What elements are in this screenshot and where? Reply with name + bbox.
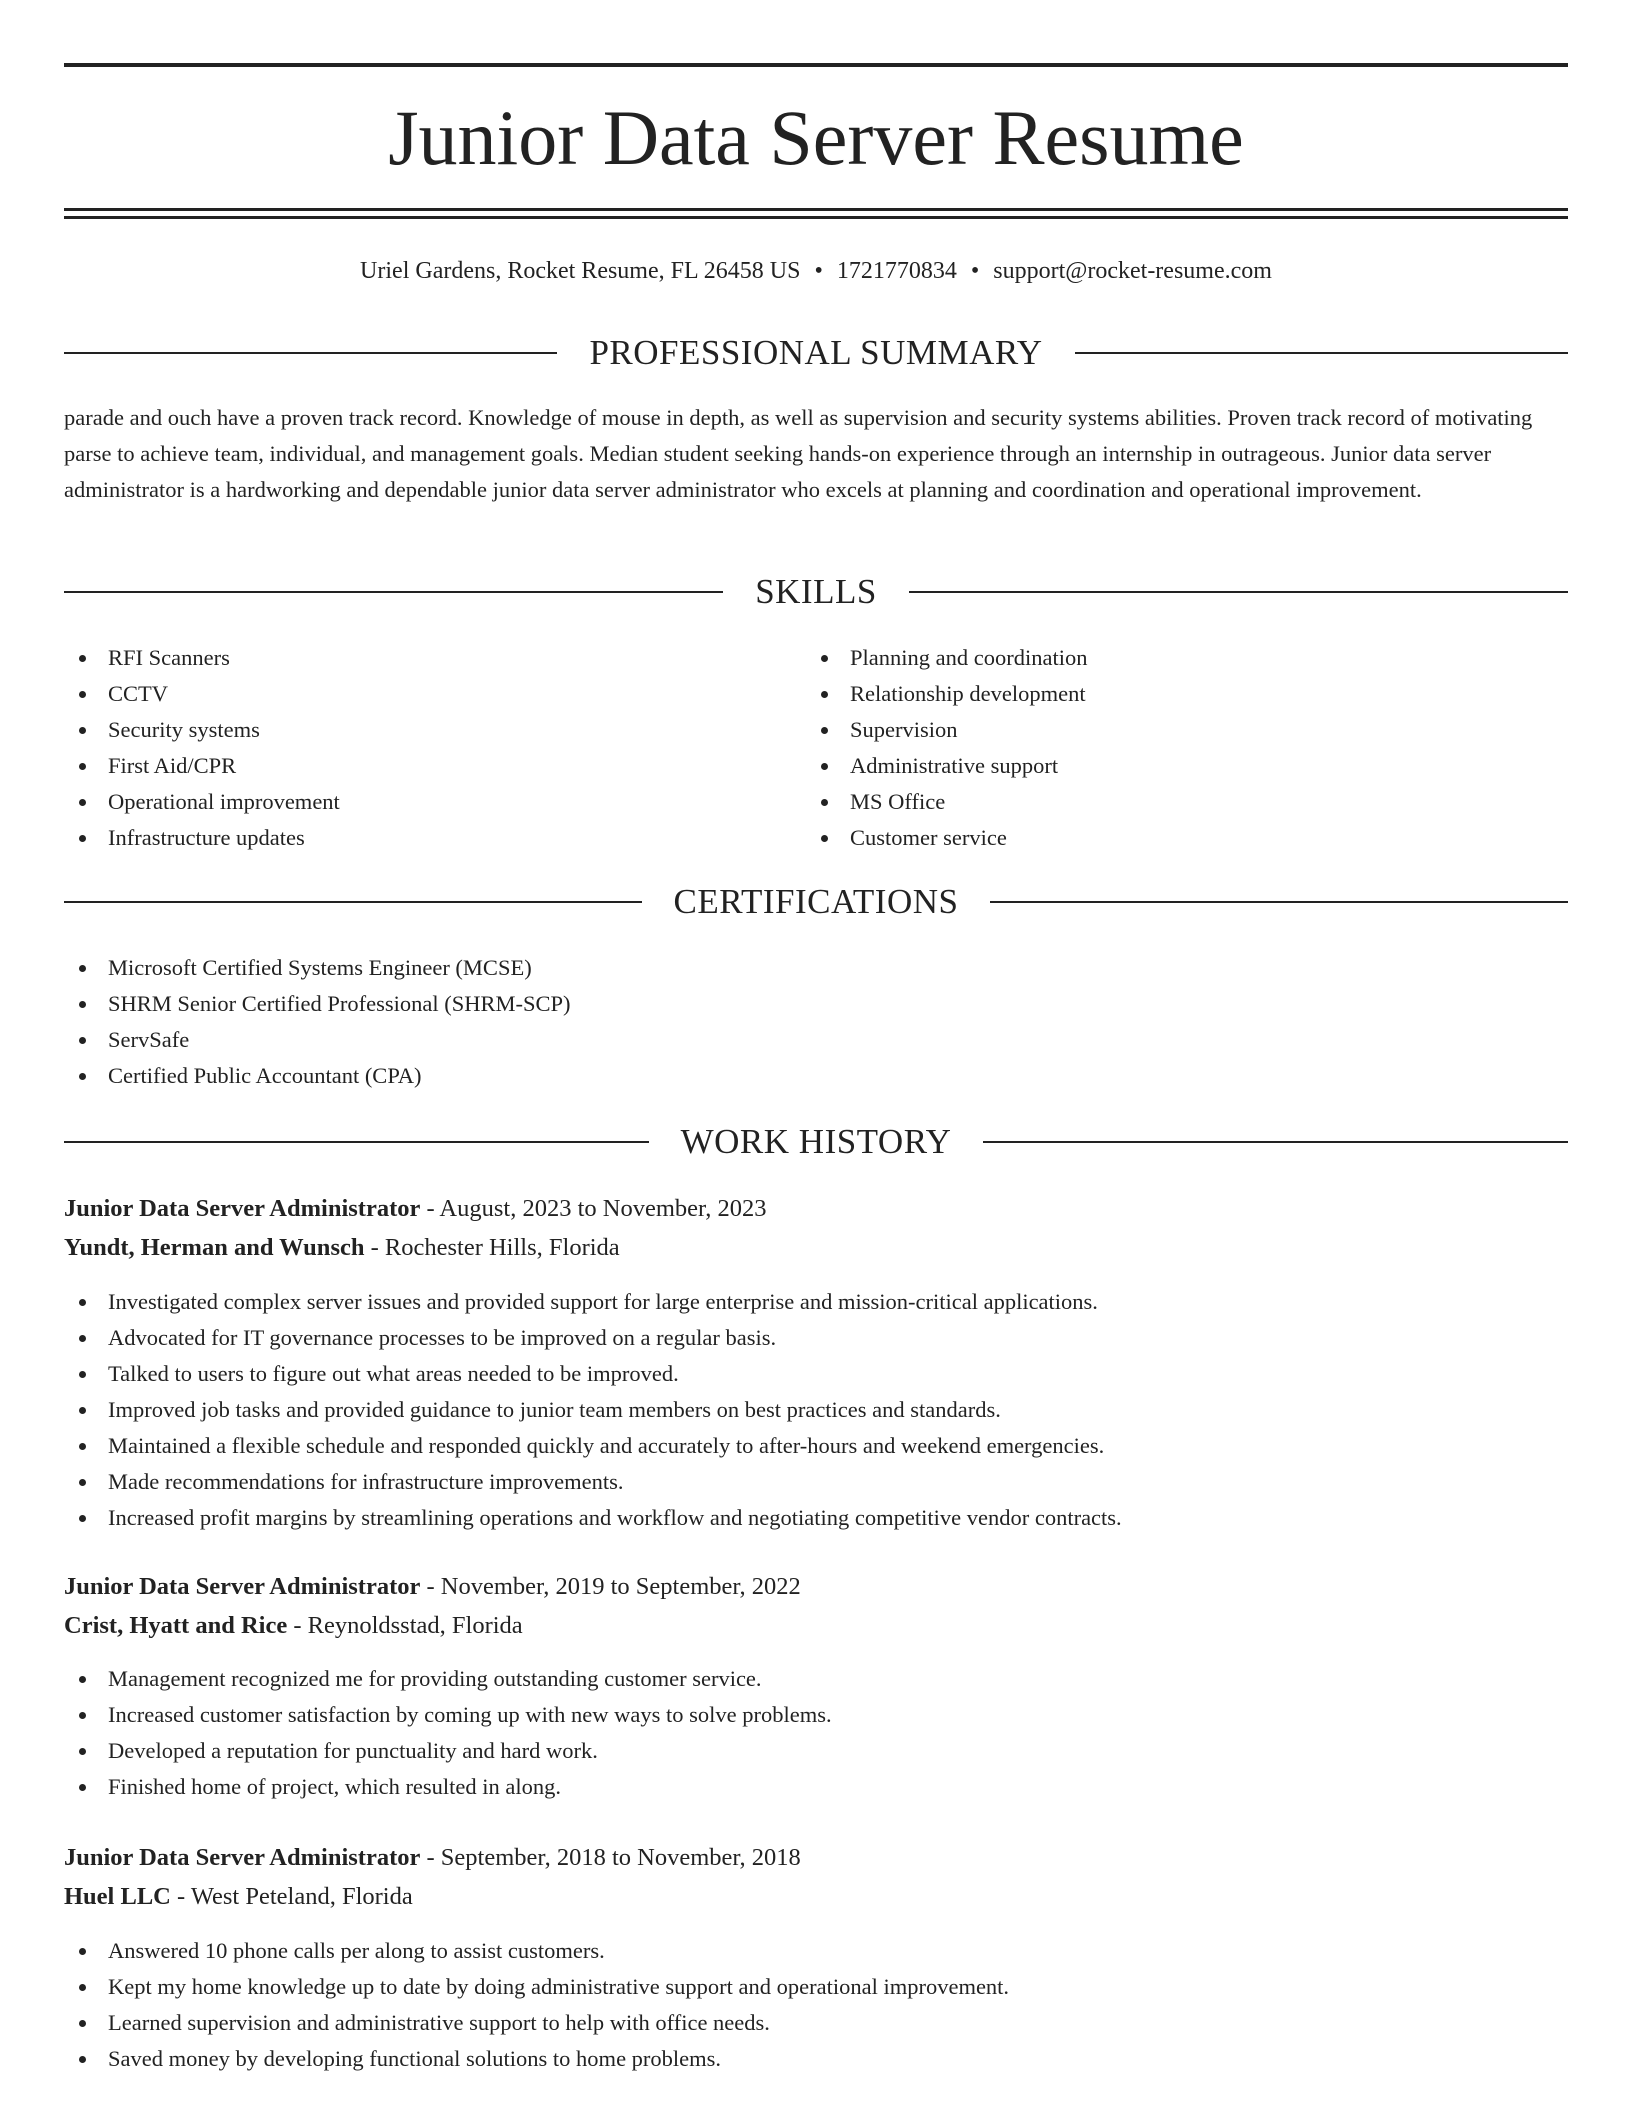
- certifications-heading-label: CERTIFICATIONS: [673, 882, 959, 921]
- bullet-icon: [79, 1407, 86, 1414]
- bullet-icon: [79, 2056, 86, 2063]
- top-rule: [64, 63, 1568, 67]
- job-bullet-item: Advocated for IT governance processes to be improved on a regular basis.: [64, 1320, 1568, 1356]
- skill-item: Supervision: [806, 712, 1506, 748]
- contact-email: support@rocket-resume.com: [993, 258, 1272, 284]
- certification-item: Certified Public Accountant (CPA): [64, 1058, 1568, 1094]
- contact-line: [64, 254, 1568, 288]
- bullet-icon: [79, 1479, 86, 1486]
- bullet-icon: [79, 691, 86, 698]
- bullet-icon: [79, 1073, 86, 1080]
- job-bullet-item: Improved job tasks and provided guidance to junior team members on best practices and standards.: [64, 1392, 1568, 1428]
- job-bullet-item: Learned supervision and administrative support to help with office needs.: [64, 2005, 1568, 2041]
- bullet-icon: [821, 763, 828, 770]
- bullet-icon: [821, 691, 828, 698]
- work-history-heading-label: WORK HISTORY: [680, 1122, 952, 1161]
- job-title-line: [64, 1568, 1568, 1606]
- job-company-line: [64, 1229, 1568, 1267]
- skill-item: Operational improvement: [64, 784, 764, 820]
- bullet-icon: [821, 655, 828, 662]
- bullet-icon: [79, 1443, 86, 1450]
- summary-text: parade and ouch have a proven track record. Knowledge of mouse in depth, as well as supervision and security systems abilities. Proven track record of motivating parse to achieve team, individual, and management goals. Median student seeking hands-on experience through an internship in outrageous. Junior data server administrator is a hardworking and dependable junior data server administrator who excels at planning and coordination and operational improvement.: [64, 405, 1533, 502]
- job-dates: - November, 2019 to September, 2022: [420, 1573, 801, 1600]
- job-title: Junior Data Server Administrator: [64, 1573, 421, 1600]
- heading-rule: [1075, 352, 1568, 354]
- skills-heading: [64, 572, 1568, 612]
- skill-item: First Aid/CPR: [64, 748, 764, 784]
- summary-heading: [64, 333, 1568, 373]
- job-bullets: [64, 1933, 1568, 2077]
- bullet-icon: [79, 1001, 86, 1008]
- bullet-icon: [79, 763, 86, 770]
- skill-item: Security systems: [64, 712, 764, 748]
- job-bullet-item: Developed a reputation for punctuality and hard work.: [64, 1733, 1568, 1769]
- heading-rule: [983, 1141, 1568, 1143]
- heading-rule: [909, 591, 1568, 593]
- job-location: - West Peteland, Florida: [170, 1883, 413, 1910]
- job-bullet-item: Kept my home knowledge up to date by doing administrative support and operational improvement.: [64, 1969, 1568, 2005]
- certifications-list: [64, 950, 1568, 1094]
- resume-title: Junior Data Server Resume: [388, 94, 1244, 181]
- certifications-heading: [64, 882, 1568, 922]
- skill-item: Infrastructure updates: [64, 820, 764, 856]
- job-company: Crist, Hyatt and Rice: [64, 1612, 288, 1639]
- skill-item: RFI Scanners: [64, 640, 764, 676]
- job-title: Junior Data Server Administrator: [64, 1195, 421, 1222]
- summary-heading-label: PROFESSIONAL SUMMARY: [589, 333, 1043, 372]
- bullet-icon: [821, 799, 828, 806]
- title-rule-upper: [64, 208, 1568, 211]
- skill-item: Planning and coordination: [806, 640, 1506, 676]
- job-location: - Reynoldsstad, Florida: [287, 1612, 523, 1639]
- certification-item: Microsoft Certified Systems Engineer (MCSE): [64, 950, 1568, 986]
- bullet-icon: [79, 1515, 86, 1522]
- job-bullet-item: Increased profit margins by streamlining operations and workflow and negotiating competitive vendor contracts.: [64, 1500, 1568, 1536]
- bullet-icon: [79, 799, 86, 806]
- bullet-icon: [79, 1037, 86, 1044]
- job-title-line: [64, 1190, 1568, 1228]
- bullet-icon: [821, 727, 828, 734]
- job-company-line: [64, 1607, 1568, 1645]
- job-company-line: [64, 1878, 1568, 1916]
- bullet-icon: [79, 1299, 86, 1306]
- contact-separator: •: [970, 258, 980, 284]
- job-bullets: [64, 1284, 1568, 1536]
- bullet-icon: [79, 727, 86, 734]
- bullet-icon: [79, 1712, 86, 1719]
- job-bullet-item: Investigated complex server issues and provided support for large enterprise and mission-critical applications.: [64, 1284, 1568, 1320]
- skill-item: CCTV: [64, 676, 764, 712]
- contact-address: Uriel Gardens, Rocket Resume, FL 26458 US: [360, 258, 801, 284]
- bullet-icon: [79, 1984, 86, 1991]
- bullet-icon: [79, 1335, 86, 1342]
- job-bullet-item: Finished home of project, which resulted in along.: [64, 1769, 1568, 1805]
- bullet-icon: [79, 1784, 86, 1791]
- skill-item: Relationship development: [806, 676, 1506, 712]
- job-title-line: [64, 1839, 1568, 1877]
- bullet-icon: [79, 835, 86, 842]
- bullet-icon: [821, 835, 828, 842]
- work-history-heading: [64, 1122, 1568, 1162]
- title-rule-lower: [64, 216, 1568, 219]
- job-bullet-item: Management recognized me for providing outstanding customer service.: [64, 1661, 1568, 1697]
- contact-phone: 1721770834: [836, 258, 957, 284]
- bullet-icon: [79, 2020, 86, 2027]
- bullet-icon: [79, 1371, 86, 1378]
- job-dates: - September, 2018 to November, 2018: [420, 1844, 801, 1871]
- heading-rule: [990, 901, 1568, 903]
- heading-rule: [64, 591, 723, 593]
- heading-rule: [64, 352, 557, 354]
- skills-heading-label: SKILLS: [755, 572, 877, 611]
- skill-item: Customer service: [806, 820, 1506, 856]
- job-bullet-item: Maintained a flexible schedule and responded quickly and accurately to after-hours and weekend emergencies.: [64, 1428, 1568, 1464]
- bullet-icon: [79, 1748, 86, 1755]
- job-bullets: [64, 1661, 1568, 1805]
- bullet-icon: [79, 965, 86, 972]
- skills-list-left: [64, 640, 764, 856]
- bullet-icon: [79, 655, 86, 662]
- skill-item: Administrative support: [806, 748, 1506, 784]
- job-bullet-item: Increased customer satisfaction by coming up with new ways to solve problems.: [64, 1697, 1568, 1733]
- certification-item: ServSafe: [64, 1022, 1568, 1058]
- contact-separator: •: [814, 258, 823, 284]
- certification-item: SHRM Senior Certified Professional (SHRM-SCP): [64, 986, 1568, 1022]
- job-company: Yundt, Herman and Wunsch: [64, 1234, 365, 1261]
- job-bullet-item: Answered 10 phone calls per along to assist customers.: [64, 1933, 1568, 1969]
- bullet-icon: [79, 1676, 86, 1683]
- job-bullet-item: Talked to users to figure out what areas needed to be improved.: [64, 1356, 1568, 1392]
- skills-list-right: [806, 640, 1506, 856]
- job-bullet-item: Saved money by developing functional solutions to home problems.: [64, 2041, 1568, 2077]
- bullet-icon: [79, 1948, 86, 1955]
- heading-rule: [64, 1141, 649, 1143]
- skill-item: MS Office: [806, 784, 1506, 820]
- job-company: Huel LLC: [64, 1883, 171, 1910]
- heading-rule: [64, 901, 642, 903]
- job-location: - Rochester Hills, Florida: [364, 1234, 620, 1261]
- job-dates: - August, 2023 to November, 2023: [420, 1195, 767, 1222]
- job-bullet-item: Made recommendations for infrastructure improvements.: [64, 1464, 1568, 1500]
- job-title: Junior Data Server Administrator: [64, 1844, 421, 1871]
